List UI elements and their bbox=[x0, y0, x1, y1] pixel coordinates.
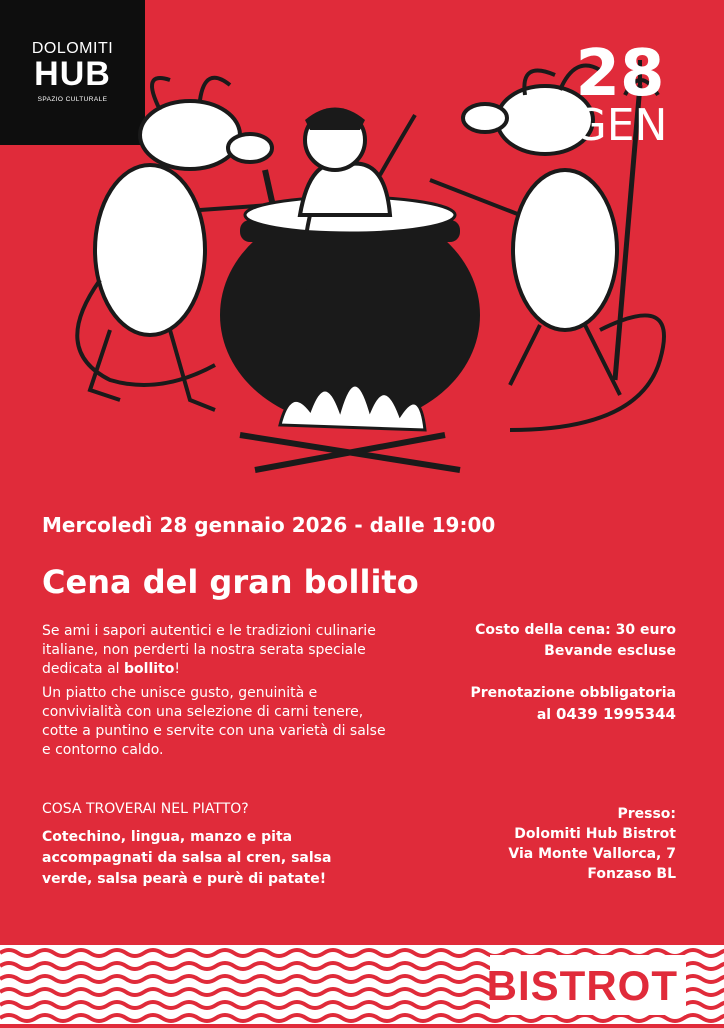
event-description: Un piatto che unisce gusto, genuinità e convivialità con una selezione di carni tenere, cotte a puntino e servite con una varietà di salse e contorno caldo. bbox=[42, 685, 386, 758]
intro-end: ! bbox=[174, 661, 180, 677]
event-title: Cena del gran bollito bbox=[42, 563, 419, 601]
booking-prefix: al bbox=[536, 707, 556, 723]
logo-line1: DOLOMITI bbox=[31, 40, 114, 57]
booking-phone-line bbox=[471, 704, 676, 726]
booking-phone: 0439 1995344 bbox=[555, 705, 676, 723]
logo-line3: SPAZIO CULTURALE bbox=[37, 96, 108, 103]
dish-heading: COSA TROVERAI NEL PIATTO? bbox=[42, 801, 249, 817]
cost-price: Costo della cena: 30 euro bbox=[475, 622, 676, 638]
dish-description: Cotechino, lingua, manzo e pita accompagnati da salsa al cren, salsa verde, salsa pearà e purè di patate! bbox=[42, 829, 332, 887]
location-street: Via Monte Vallorca, 7 bbox=[508, 846, 676, 862]
location-info bbox=[508, 804, 676, 884]
cost-note: Bevande escluse bbox=[544, 643, 676, 659]
location-name: Dolomiti Hub Bistrot bbox=[514, 826, 676, 842]
location-label: Presso: bbox=[617, 806, 676, 822]
booking-required: Prenotazione obbligatoria bbox=[470, 685, 676, 701]
date-month: GEN bbox=[572, 100, 668, 151]
cost-info bbox=[475, 620, 676, 662]
booking-info bbox=[471, 683, 676, 726]
date-day: 28 bbox=[575, 37, 665, 111]
event-intro bbox=[42, 622, 387, 679]
logo-line2: HUB bbox=[34, 55, 111, 93]
event-datetime: Mercoledì 28 gennaio 2026 - dalle 19:00 bbox=[42, 513, 496, 537]
intro-bold: bollito bbox=[124, 661, 175, 677]
bistrot-label: BISTROT bbox=[486, 962, 678, 1009]
intro-text: Se ami i sapori autentici e le tradizioni culinarie italiane, non perderti la nostra serata speciale dedicata al bbox=[42, 623, 376, 677]
location-city: Fonzaso BL bbox=[587, 866, 676, 882]
